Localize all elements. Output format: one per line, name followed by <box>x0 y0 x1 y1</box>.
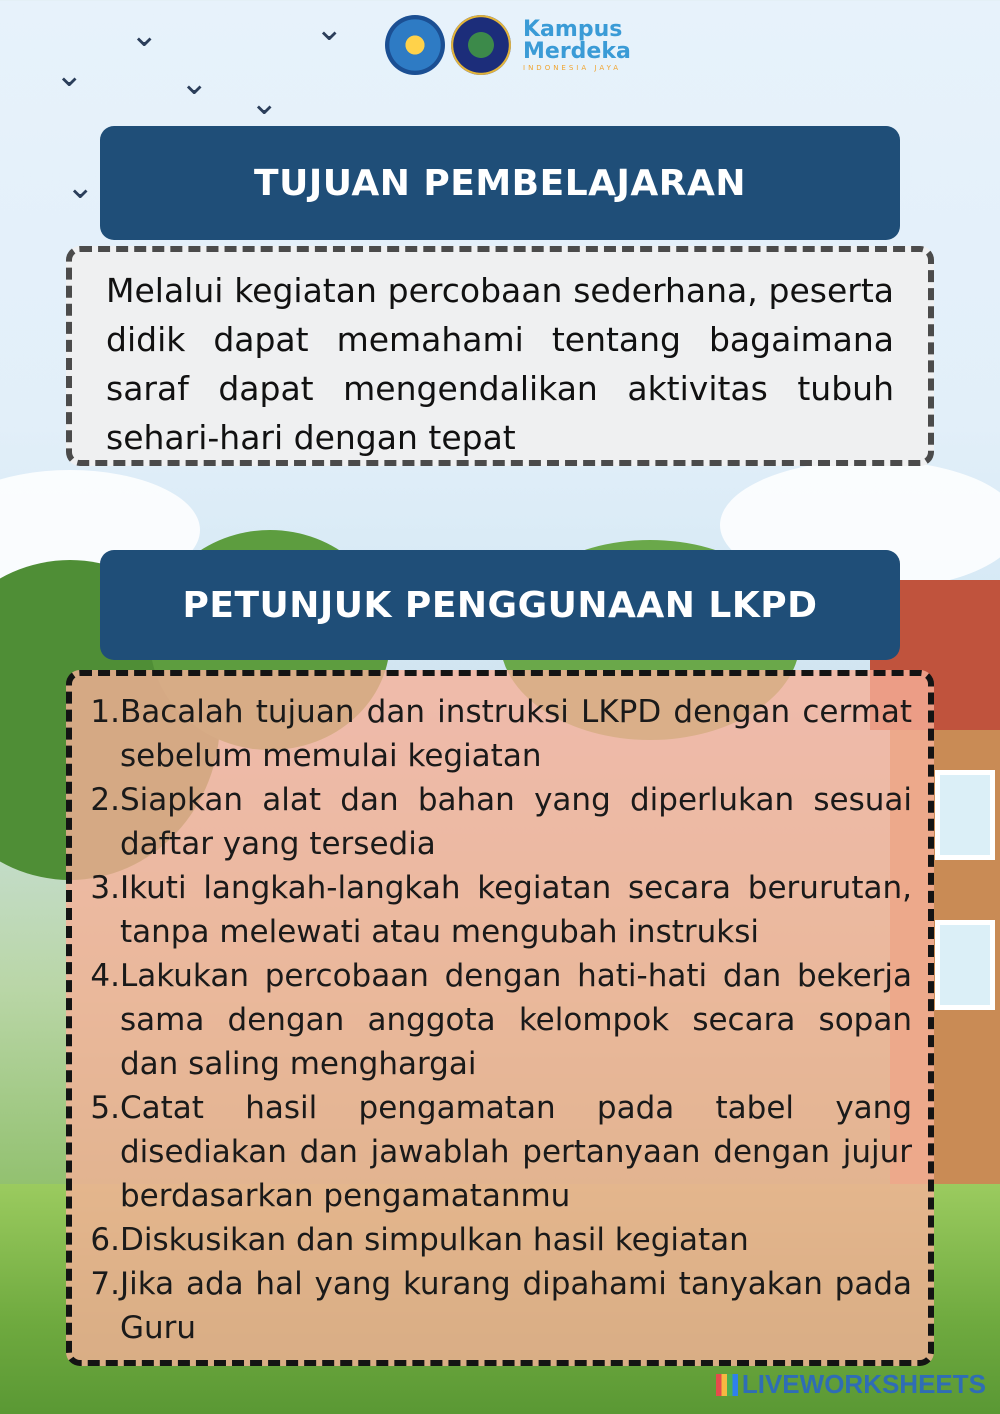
kampus-merdeka-line1: Kampus <box>523 16 623 42</box>
bird-icon: ⌄ <box>250 83 279 123</box>
petunjuk-box <box>66 670 934 1366</box>
house-window <box>935 920 995 1010</box>
liveworksheets-text: LIVEWORKSHEETS <box>741 1369 986 1399</box>
item-text: Bacalah tujuan dan instruksi LKPD dengan cermat sebelum memulai kegiatan <box>120 694 912 774</box>
item-number: 1. <box>90 694 120 730</box>
list-item <box>86 954 912 1086</box>
list-item <box>86 690 912 778</box>
list-item <box>86 866 912 954</box>
item-text: Jika ada hal yang kurang dipahami tanyakan pada Guru <box>120 1266 912 1346</box>
liveworksheets-icon <box>716 1374 738 1396</box>
item-number: 3. <box>90 870 120 906</box>
bird-icon: ⌄ <box>130 15 159 55</box>
logo-group <box>385 14 631 76</box>
item-text: Siapkan alat dan bahan yang diperlukan sesuai daftar yang tersedia <box>120 782 912 862</box>
bird-icon: ⌄ <box>66 167 95 207</box>
kampus-merdeka-line2: Merdeka <box>523 38 631 64</box>
item-number: 4. <box>90 958 120 994</box>
tujuan-text: Melalui kegiatan percobaan sederhana, peserta didik dapat memahami tentang bagaimana saraf dapat mengendalikan aktivitas tubuh sehari-hari dengan tepat <box>106 271 894 457</box>
tujuan-box <box>66 246 934 466</box>
university-logo <box>451 15 511 75</box>
house-window <box>935 770 995 860</box>
liveworksheets-watermark <box>716 1369 986 1400</box>
item-number: 6. <box>90 1222 120 1258</box>
list-item <box>86 1086 912 1218</box>
bird-icon: ⌄ <box>55 55 84 95</box>
bird-icon: ⌄ <box>315 9 344 49</box>
item-text: Catat hasil pengamatan pada tabel yang disediakan dan jawablah pertanyaan dengan jujur berdasarkan pengamatanmu <box>120 1090 912 1214</box>
kemdikbud-logo <box>385 15 445 75</box>
section-title-petunjuk: PETUNJUK PENGGUNAAN LKPD <box>100 550 900 660</box>
petunjuk-list <box>86 690 912 1350</box>
item-number: 2. <box>90 782 120 818</box>
kampus-merdeka-logo <box>523 16 631 72</box>
item-number: 5. <box>90 1090 120 1126</box>
item-text: Ikuti langkah-langkah kegiatan secara berurutan, tanpa melewati atau mengubah instruksi <box>120 870 912 950</box>
section-title-tujuan: TUJUAN PEMBELAJARAN <box>100 126 900 240</box>
list-item <box>86 1218 912 1262</box>
list-item <box>86 1262 912 1350</box>
item-text: Lakukan percobaan dengan hati-hati dan bekerja sama dengan anggota kelompok secara sopan dan saling menghargai <box>120 958 912 1082</box>
bird-icon: ⌄ <box>180 63 209 103</box>
kampus-merdeka-tagline: INDONESIA JAYA <box>523 63 622 72</box>
item-text: Diskusikan dan simpulkan hasil kegiatan <box>120 1222 749 1258</box>
item-number: 7. <box>90 1266 120 1302</box>
list-item <box>86 778 912 866</box>
